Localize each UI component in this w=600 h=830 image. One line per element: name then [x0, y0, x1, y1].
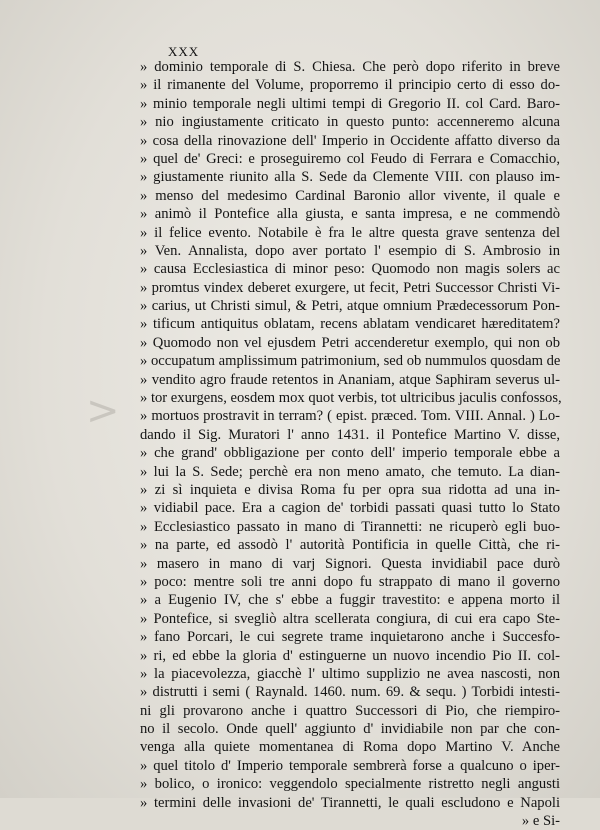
text-line: » nio ingiustamente criticato in questo punto: accenneremo alcuna	[140, 114, 560, 131]
page-number: XXX	[168, 44, 200, 59]
text-line: » cosa della rinovazione dell' Imperio in Occidente affatto diverso da	[140, 132, 560, 149]
text-line: » Ven. Annalista, dopo aver portato l' esempio di S. Ambrosio in	[140, 242, 560, 259]
text-line: no il secolo. Onde quell' aggiunto d' invidiabile non par che con-	[140, 721, 560, 738]
text-line: » mortuos prostravit in terram? ( epist. præced. Tom. VIII. Annal. ) Lo-	[140, 408, 560, 425]
text-line: » termini delle invasioni de' Tirannetti, le quali escludono e Napoli	[140, 794, 560, 811]
text-line: » a Eugenio IV, che s' ebbe a fuggir travestito: e appena morto il	[140, 592, 560, 609]
text-line: » vendito agro fraude retentos in Ananiam, atque Saphiram severus ul-	[140, 371, 560, 388]
text-line: » quel de' Greci: e proseguiremo col Feudo di Ferrara e Comacchio,	[140, 150, 560, 167]
text-line: » minio temporale negli ultimi tempi di Gregorio II. col Card. Baro-	[140, 95, 560, 112]
text-line: » menso del medesimo Cardinal Baronio allor vivente, il quale e	[140, 187, 560, 204]
body-text	[140, 58, 560, 830]
text-line: » e Si-	[521, 813, 560, 830]
text-line: » animò il Pontefice alla giusta, e santa impresa, e ne commendò	[140, 206, 560, 223]
text-line: » carius, ut Christi simul, & Petri, atque omnium Prædecessorum Pon-	[140, 298, 560, 315]
text-line: » dominio temporale di S. Chiesa. Che però dopo riferito in breve	[140, 59, 560, 75]
text-line: dando il Sig. Muratori l' anno 1431. il Pontefice Martino V. disse,	[140, 426, 560, 443]
text-line: venga alla quiete momentanea di Roma dopo Martino V. Anche	[140, 739, 560, 756]
text-line: » vidiabil pace. Era a cagion de' torbidi passati quasi tutto lo Stato	[140, 500, 560, 517]
text-line: » ri, ed ebbe la gloria d' estinguerne un nuovo incendio Pio II. col-	[140, 647, 560, 664]
text-line: » bolico, o ironico: veggendolo specialmente ristretto negli angusti	[140, 776, 560, 793]
text-line: » la piacevolezza, giacchè l' ultimo supplizio ne avea nascosti, non	[140, 665, 560, 682]
text-line: » giustamente riunito alla S. Sede da Clemente VIII. con plauso im-	[140, 169, 560, 186]
text-line: » Quomodo non vel ejusdem Petri accenderetur exemplo, qui non ob	[140, 334, 560, 351]
text-line: » promtus vindex deberet exurgere, ut fecit, Petri Successor Christi Vi-	[140, 279, 560, 296]
text-line: » tor exurgens, eosdem mox quot verbis, tot ultricibus jaculis confossos,	[140, 390, 562, 407]
text-line: » Ecclesiastico passato in mano di Tirannetti: ne ricuperò egli buo-	[140, 518, 560, 535]
text-line: » poco: mentre soli tre anni dopo fu strappato di mano il governo	[140, 573, 560, 590]
text-line: » tificum antiquitus oblatam, recens ablatam vendicaret hæreditatem?	[140, 316, 560, 333]
text-line: ni gli provarono anche i quattro Successori di Pio, che riempiro-	[140, 702, 560, 719]
text-line: » masero in mano di varj Signori. Questa invidiabil pace durò	[140, 555, 560, 572]
text-line: » il felice evento. Notabile è fra le altre questa grave sentenza del	[140, 224, 560, 241]
text-line: » lui la S. Sede; perchè era non meno amato, che temuto. La dian-	[140, 463, 560, 480]
text-line: » na parte, ed assodò l' autorità Pontificia in quelle Città, che ri-	[140, 537, 560, 554]
text-line: » fano Porcari, le cui segrete trame inquietarono anche i Succesfo-	[140, 629, 560, 646]
text-line: » occupatum amplissimum patrimonium, sed ob nummulos quosdam de	[140, 353, 561, 370]
text-line: » distrutti i semi ( Raynald. 1460. num. 69. & sequ. ) Torbidi intesti-	[140, 684, 560, 701]
text-line: » causa Ecclesiastica di minor peso: Quomodo non magis solers ac	[140, 261, 560, 278]
text-line: » Pontefice, si svegliò altra scellerata congiura, di cui era capo Ste-	[140, 610, 560, 627]
text-line: » zi sì inquieta e divisa Roma fu per opra sua ridotta ad una in-	[140, 481, 560, 498]
margin-impressed-mark: >	[86, 388, 120, 434]
text-line: » quel titolo d' Imperio temporale sembrerà forse a qualcuno o iper-	[140, 757, 560, 774]
text-line: » il rimanente del Volume, proporremo il principio certo di esso do-	[140, 77, 560, 94]
text-line: » che grand' obbligazione per conto dell' imperio temporale ebbe a	[140, 445, 560, 462]
